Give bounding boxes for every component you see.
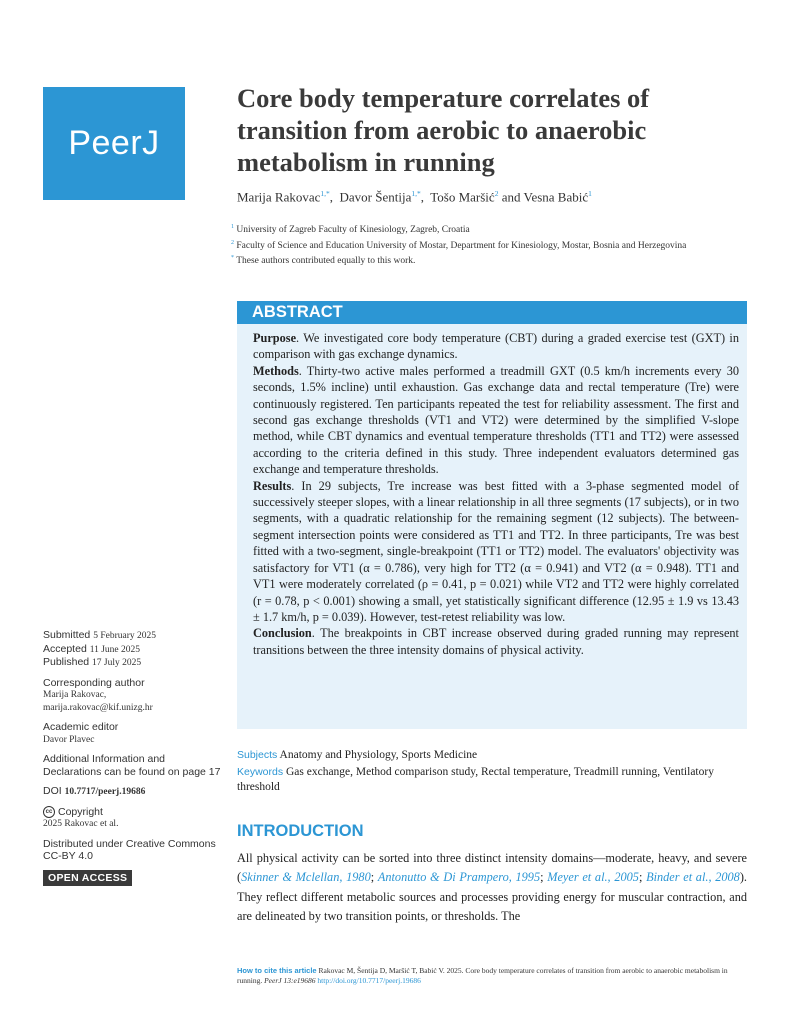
methods-label: Methods bbox=[253, 363, 299, 378]
affiliation-text: These authors contributed equally to this work. bbox=[236, 256, 416, 267]
doi bbox=[43, 785, 223, 799]
doi-label: DOI bbox=[43, 785, 62, 797]
accepted-label: Accepted bbox=[43, 642, 87, 655]
published-value: 17 July 2025 bbox=[92, 658, 142, 668]
results-label: Results bbox=[253, 478, 292, 493]
accepted-date bbox=[43, 643, 223, 657]
purpose-label: Purpose bbox=[253, 331, 297, 345]
corresponding-author bbox=[43, 677, 223, 715]
abstract-box bbox=[237, 301, 747, 729]
license: Distributed under Creative Commons CC-BY 4.0 bbox=[43, 837, 216, 862]
affiliation bbox=[231, 252, 701, 268]
citation-link[interactable]: Meyer et al., 2005 bbox=[547, 870, 639, 885]
doi-value[interactable]: 10.7717/peerj.19686 bbox=[64, 787, 146, 797]
intro-sep: ; bbox=[638, 870, 647, 885]
logo-text: PeerJ bbox=[68, 124, 160, 162]
keywords-line bbox=[237, 765, 747, 795]
affiliation-sup: * bbox=[231, 255, 234, 262]
subjects-keywords bbox=[237, 748, 747, 797]
abstract-body bbox=[237, 324, 747, 658]
submitted-date bbox=[43, 629, 223, 643]
editor-name: Davor Plavec bbox=[43, 734, 95, 745]
open-access-badge: OPEN ACCESS bbox=[43, 870, 132, 887]
published-date bbox=[43, 656, 223, 670]
subjects-line bbox=[237, 748, 747, 763]
author-sup: 1,* bbox=[411, 189, 421, 198]
open-access-block bbox=[43, 870, 223, 887]
conclusion-text: The breakpoints in CBT increase observed during graded running may represent transitions between the three intensity domains of physical activity. bbox=[253, 626, 739, 657]
academic-editor bbox=[43, 721, 223, 746]
keywords-label: Keywords bbox=[237, 766, 284, 778]
cite-text: Rakovac M, Šentija D, Maršić T, Babić V. 2025. Core body temperature correlates of transition from aerobic to anaerobic metabolism in running. bbox=[237, 966, 728, 985]
intro-sep: ; bbox=[370, 870, 378, 885]
cc-icon: cc bbox=[43, 806, 55, 818]
article-info-sidebar bbox=[43, 629, 223, 893]
intro-sep: ; bbox=[540, 870, 548, 885]
conclusion-label: Conclusion bbox=[253, 626, 312, 641]
subjects-text: Anatomy and Physiology, Sports Medicine bbox=[279, 749, 478, 761]
article-title: Core body temperature correlates of transition from aerobic to anaerobic metabolism in running bbox=[237, 83, 650, 177]
corresponding-name: Marija Rakovac, bbox=[43, 690, 107, 700]
abstract-heading: ABSTRACT bbox=[252, 303, 343, 321]
abstract-results: Results. In 29 subjects, Tre increase was best fitted with a 3-phase segmented model of successively steeper slopes, with a linear relationship in all three segments (17 subjects), or in two segments, with a quadratic relationship for the remaining segment (12 subjects). The between-segment intersection points were considered as TT1 and TT2. In three participants, Tre was best fitted with a two-segment, single-breakpoint (TT1 or TT2) model. The evaluators' objectivity was satisfactory for VT1 (α = 0.786), very high for TT2 (α = 0.941) and VT2 (α = 0.948). TT1 and VT1 were moderately correlated (ρ = 0.41, p = 0.021) while VT2 and TT2 were highly correlated (r = 0.78, p < 0.001) showing a small, yet statistically significant difference (12.95 ± 1.9 vs 13.43 ± 1.7 km/h, p = 0.039). However, test-retest reliability was low. bbox=[253, 478, 739, 624]
keywords-text: Gas exchange, Method comparison study, Rectal temperature, Treadmill running, Ventilatory threshold bbox=[237, 766, 714, 793]
affiliation-sup: 1 bbox=[231, 224, 234, 230]
author-sup: 1,* bbox=[320, 189, 330, 198]
affiliation-text: Faculty of Science and Education University of Mostar, Department for Kinesiology, Mostar, Bosnia and Herzegovina bbox=[236, 240, 687, 251]
affiliation-sup: 2 bbox=[231, 239, 234, 246]
citation-link[interactable]: Antonutto & Di Prampero, 1995 bbox=[377, 870, 541, 885]
peerj-logo bbox=[43, 87, 185, 200]
copyright-value: 2025 Rakovac et al. bbox=[43, 819, 119, 829]
subjects-label: Subjects bbox=[237, 749, 278, 761]
author-sup: 2 bbox=[494, 189, 499, 198]
accepted-value: 11 June 2025 bbox=[89, 644, 141, 655]
copyright-label: Copyright bbox=[58, 805, 103, 818]
cite-link[interactable]: http://doi.org/10.7717/peerj.19686 bbox=[317, 976, 421, 985]
additional-info: Additional Information and Declarations can be found on page 17 bbox=[43, 753, 221, 778]
author-name: Tošo Maršić bbox=[430, 189, 495, 205]
editor-label: Academic editor bbox=[43, 721, 119, 733]
affiliation bbox=[231, 221, 701, 237]
cite-label: How to cite this article bbox=[237, 966, 317, 975]
affiliation bbox=[231, 237, 701, 253]
cite-journal: PeerJ 13:e19686 bbox=[264, 976, 316, 985]
affiliations bbox=[231, 221, 701, 268]
author-name: Vesna Babić bbox=[523, 189, 589, 205]
dates-block bbox=[43, 629, 223, 670]
citation-link[interactable]: Binder et al., 2008 bbox=[646, 870, 740, 885]
corresponding-email[interactable]: marija.rakovac@kif.unizg.hr bbox=[43, 702, 153, 713]
abstract-purpose: Purpose. We investigated core body temperature (CBT) during a graded exercise test (GXT) in comparison with gas exchange dynamics. bbox=[253, 331, 739, 362]
introduction-text bbox=[237, 849, 747, 926]
intro-part: ). They reflect different metabolic sources and processes providing energy for muscular contraction, and are delineated by two transition points, or thresholds. The bbox=[237, 870, 747, 923]
author-sup: 1 bbox=[588, 189, 592, 198]
citation-link[interactable]: Skinner & Mclellan, 1980 bbox=[241, 870, 371, 885]
introduction-heading: INTRODUCTION bbox=[237, 822, 364, 840]
intro-part: All physical activity can be sorted into three distinct intensity domains—moderate, heavy, and severe ( bbox=[237, 851, 747, 885]
abstract-methods: Methods. Thirty-two active males performed a treadmill GXT (0.5 km/h increments every 30 seconds, 1.5% incline) until exhaustion. Gas exchange data and rectal temperature (Tre) were continuously registered. Ten participants repeated the test for reliability assessment. The first and second gas exchange thresholds (VT1 and VT2) were determined by the simplified V-slope method, while CBT dynamics and eventual temperature thresholds (TT1 and TT2) were assessed according to the criteria defined in this study. Three independent evaluators determined gas exchange and temperature thresholds. bbox=[253, 363, 739, 477]
copyright-block bbox=[43, 806, 223, 831]
author-name: Marija Rakovac bbox=[237, 189, 321, 205]
purpose-text: We investigated core body temperature (CBT) during a graded exercise test (GXT) in comparison with gas exchange dynamics. bbox=[253, 331, 739, 362]
methods-text: Thirty-two active males performed a treadmill GXT (0.5 km/h increments every 30 seconds, 1.5% incline) until exhaustion. Gas exchange data and rectal temperature (Tre) were continuously registered. Ten participants repeated the test for reliability assessment. The first and second gas exchange thresholds (VT1 and VT2) were determined by the simplified V-slope method, while CBT dynamics and eventual temperature thresholds (TT1 and TT2) were assessed according to the criteria defined in this study. Three independent evaluators determined gas exchange and temperature thresholds. bbox=[253, 363, 739, 477]
submitted-value: 5 February 2025 bbox=[93, 631, 156, 641]
citation-footer bbox=[237, 966, 747, 986]
affiliation-text: University of Zagreb Faculty of Kinesiology, Zagreb, Croatia bbox=[236, 225, 470, 236]
copyright-line bbox=[43, 806, 223, 819]
submitted-label: Submitted bbox=[43, 629, 91, 641]
abstract-header bbox=[237, 301, 747, 324]
abstract-conclusion: Conclusion. The breakpoints in CBT increase observed during graded running may represent transitions between the three intensity domains of physical activity. bbox=[253, 626, 739, 657]
author-list: Marija Rakovac$^{1,*}$, Davor Šentija$^{1,*}$, Tošo Maršić$^2$ and Vesna Babić$^1$ bbox=[237, 189, 592, 205]
corresponding-label: Corresponding author bbox=[43, 676, 145, 689]
published-label: Published bbox=[43, 656, 90, 668]
author-name: Davor Šentija bbox=[339, 189, 412, 205]
results-text: In 29 subjects, Tre increase was best fitted with a 3-phase segmented model of successively steeper slopes, with a linear relationship in all three segments (17 subjects), or in two segments, with a quadratic relationship for the remaining segment (12 subjects). The between-segment intersection points were considered as TT1 and TT2. In three participants, Tre was best fitted with a two-segment, single-breakpoint (TT1 or TT2) model. The evaluators' objectivity was satisfactory for VT1 (α = 0.786), very high for TT2 (α = 0.941) and VT2 (α = 0.948). TT1 and VT1 were moderately correlated (ρ = 0.41, p = 0.021) while VT2 and TT2 were highly correlated (r = 0.78, p < 0.001) showing a small, yet statistically significant difference (12.95 ± 1.9 vs 13.43 ± 1.7 km/h, p = 0.039). However, test-retest reliability was low. bbox=[253, 478, 739, 624]
